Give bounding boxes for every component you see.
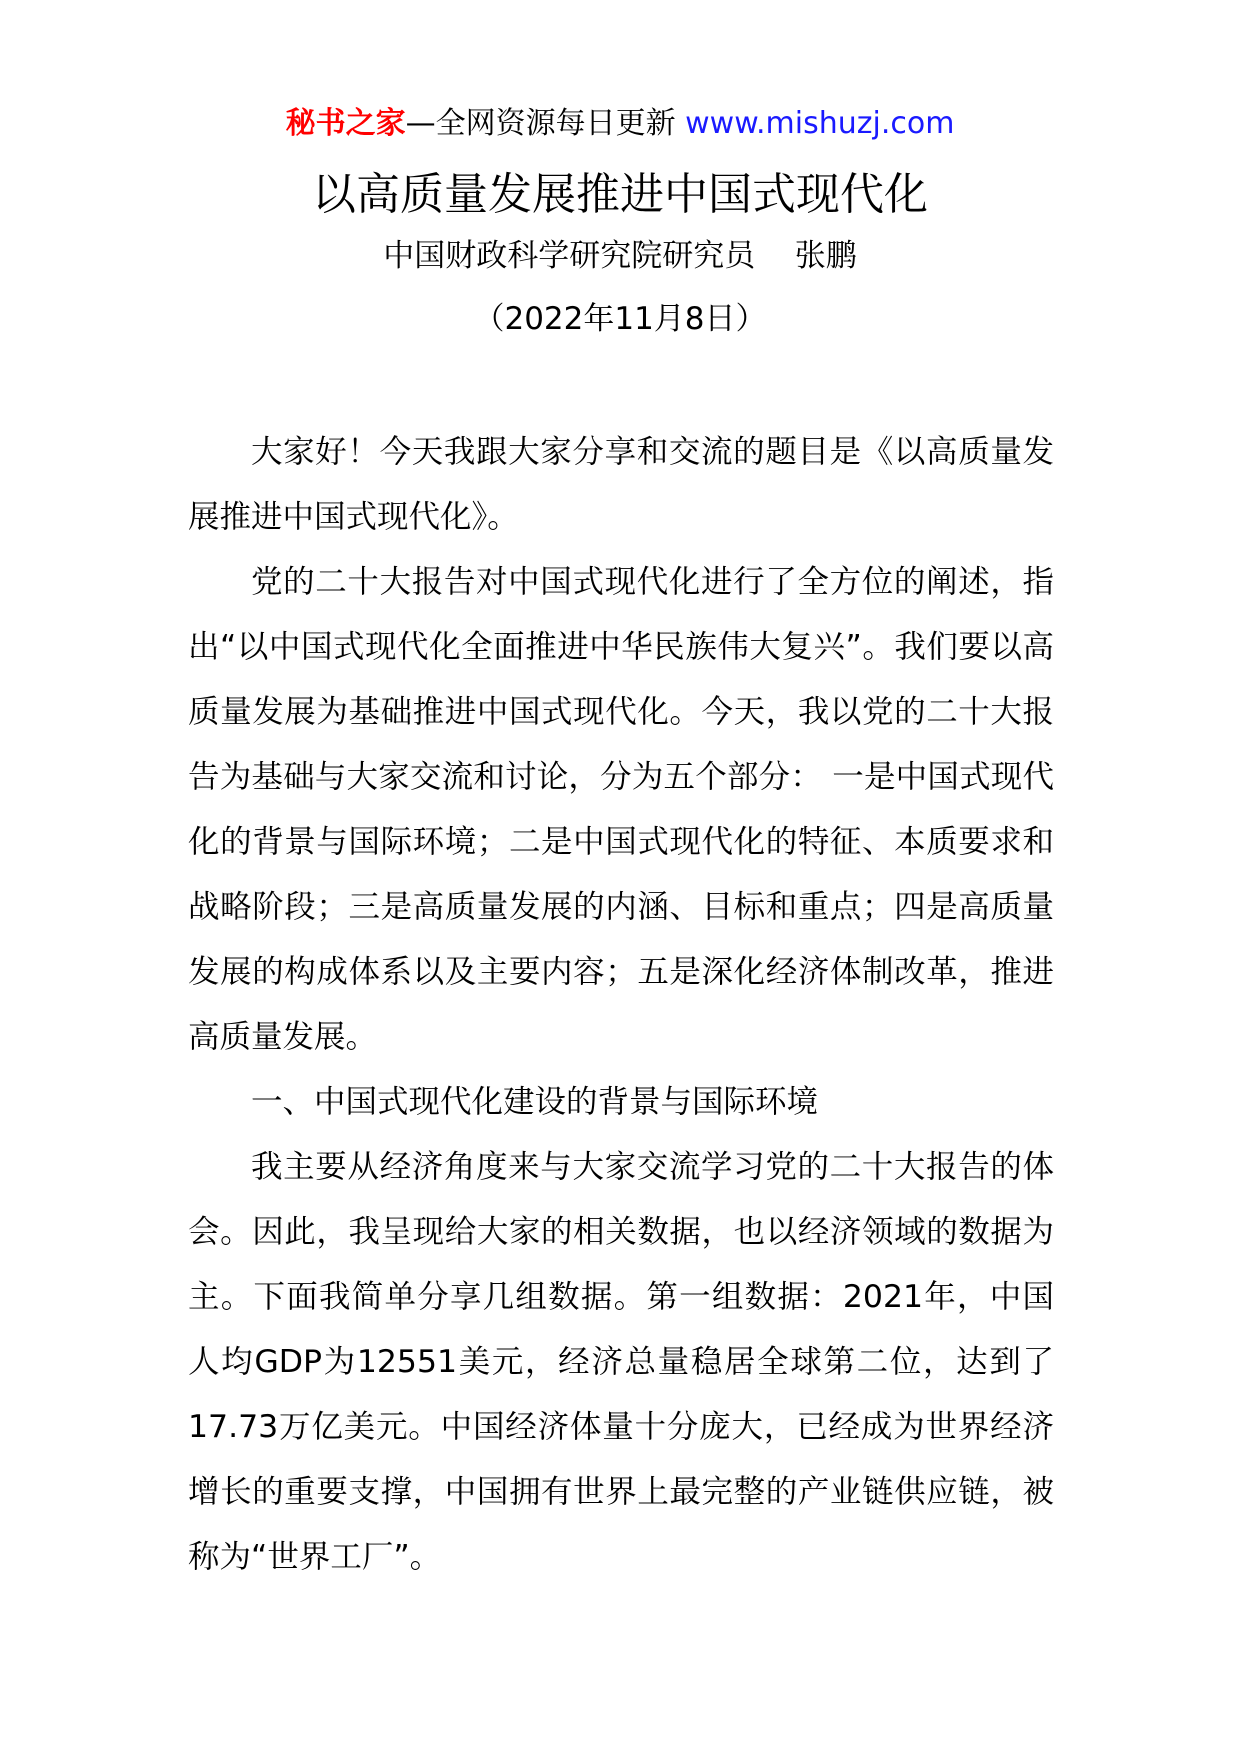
brand-name: 秘书之家 — [285, 106, 406, 141]
banner-tagline: —全网资源每日更新 — [405, 106, 676, 141]
document-title: 以高质量发展推进中国式现代化 — [312, 169, 928, 220]
paragraph-greeting: 大家好！今天我跟大家分享和交流的题目是《以高质量发展推进中国式现代化》。 — [188, 434, 1054, 535]
paragraph-overview: 党的二十大报告对中国式现代化进行了全方位的阐述，指出“以中国式现代化全面推进中华民族伟大复兴”。我们要以高质量发展为基础推进中国式现代化。今天，我以党的二十大报告为基础与大家交流和讨论，分为五个部分： 一是中国式现代化的背景与国际环境；二是中国式现代化的特征、本质要求和战略阶段；三是高质量发展的内涵、目标和重点；四是高质量发展的构成体系以及主要内容；五是深化经济体制改革，推进高质量发展。 — [188, 564, 1054, 1055]
header-banner — [0, 104, 1240, 144]
site-link[interactable]: www.mishuzj.com — [685, 106, 955, 141]
paragraph-data: 我主要从经济角度来与大家交流学习党的二十大报告的体会。因此，我呈现给大家的相关数据，也以经济领域的数据为主。下面我简单分享几组数据。第一组数据：2021年，中国人均GDP为12551美元，经济总量稳居全球第二位，达到了17.73万亿美元。中国经济体量十分庞大，已经成为世界经济增长的重要支撑，中国拥有世界上最完整的产业链供应链，被称为“世界工厂”。 — [188, 1149, 1054, 1575]
document-body — [188, 420, 1054, 1590]
section-heading: 一、中国式现代化建设的背景与国际环境 — [251, 1084, 819, 1120]
document-author: 中国财政科学研究院研究员 张鹏 — [383, 238, 857, 274]
document-date: （2022年11月8日） — [473, 301, 767, 337]
